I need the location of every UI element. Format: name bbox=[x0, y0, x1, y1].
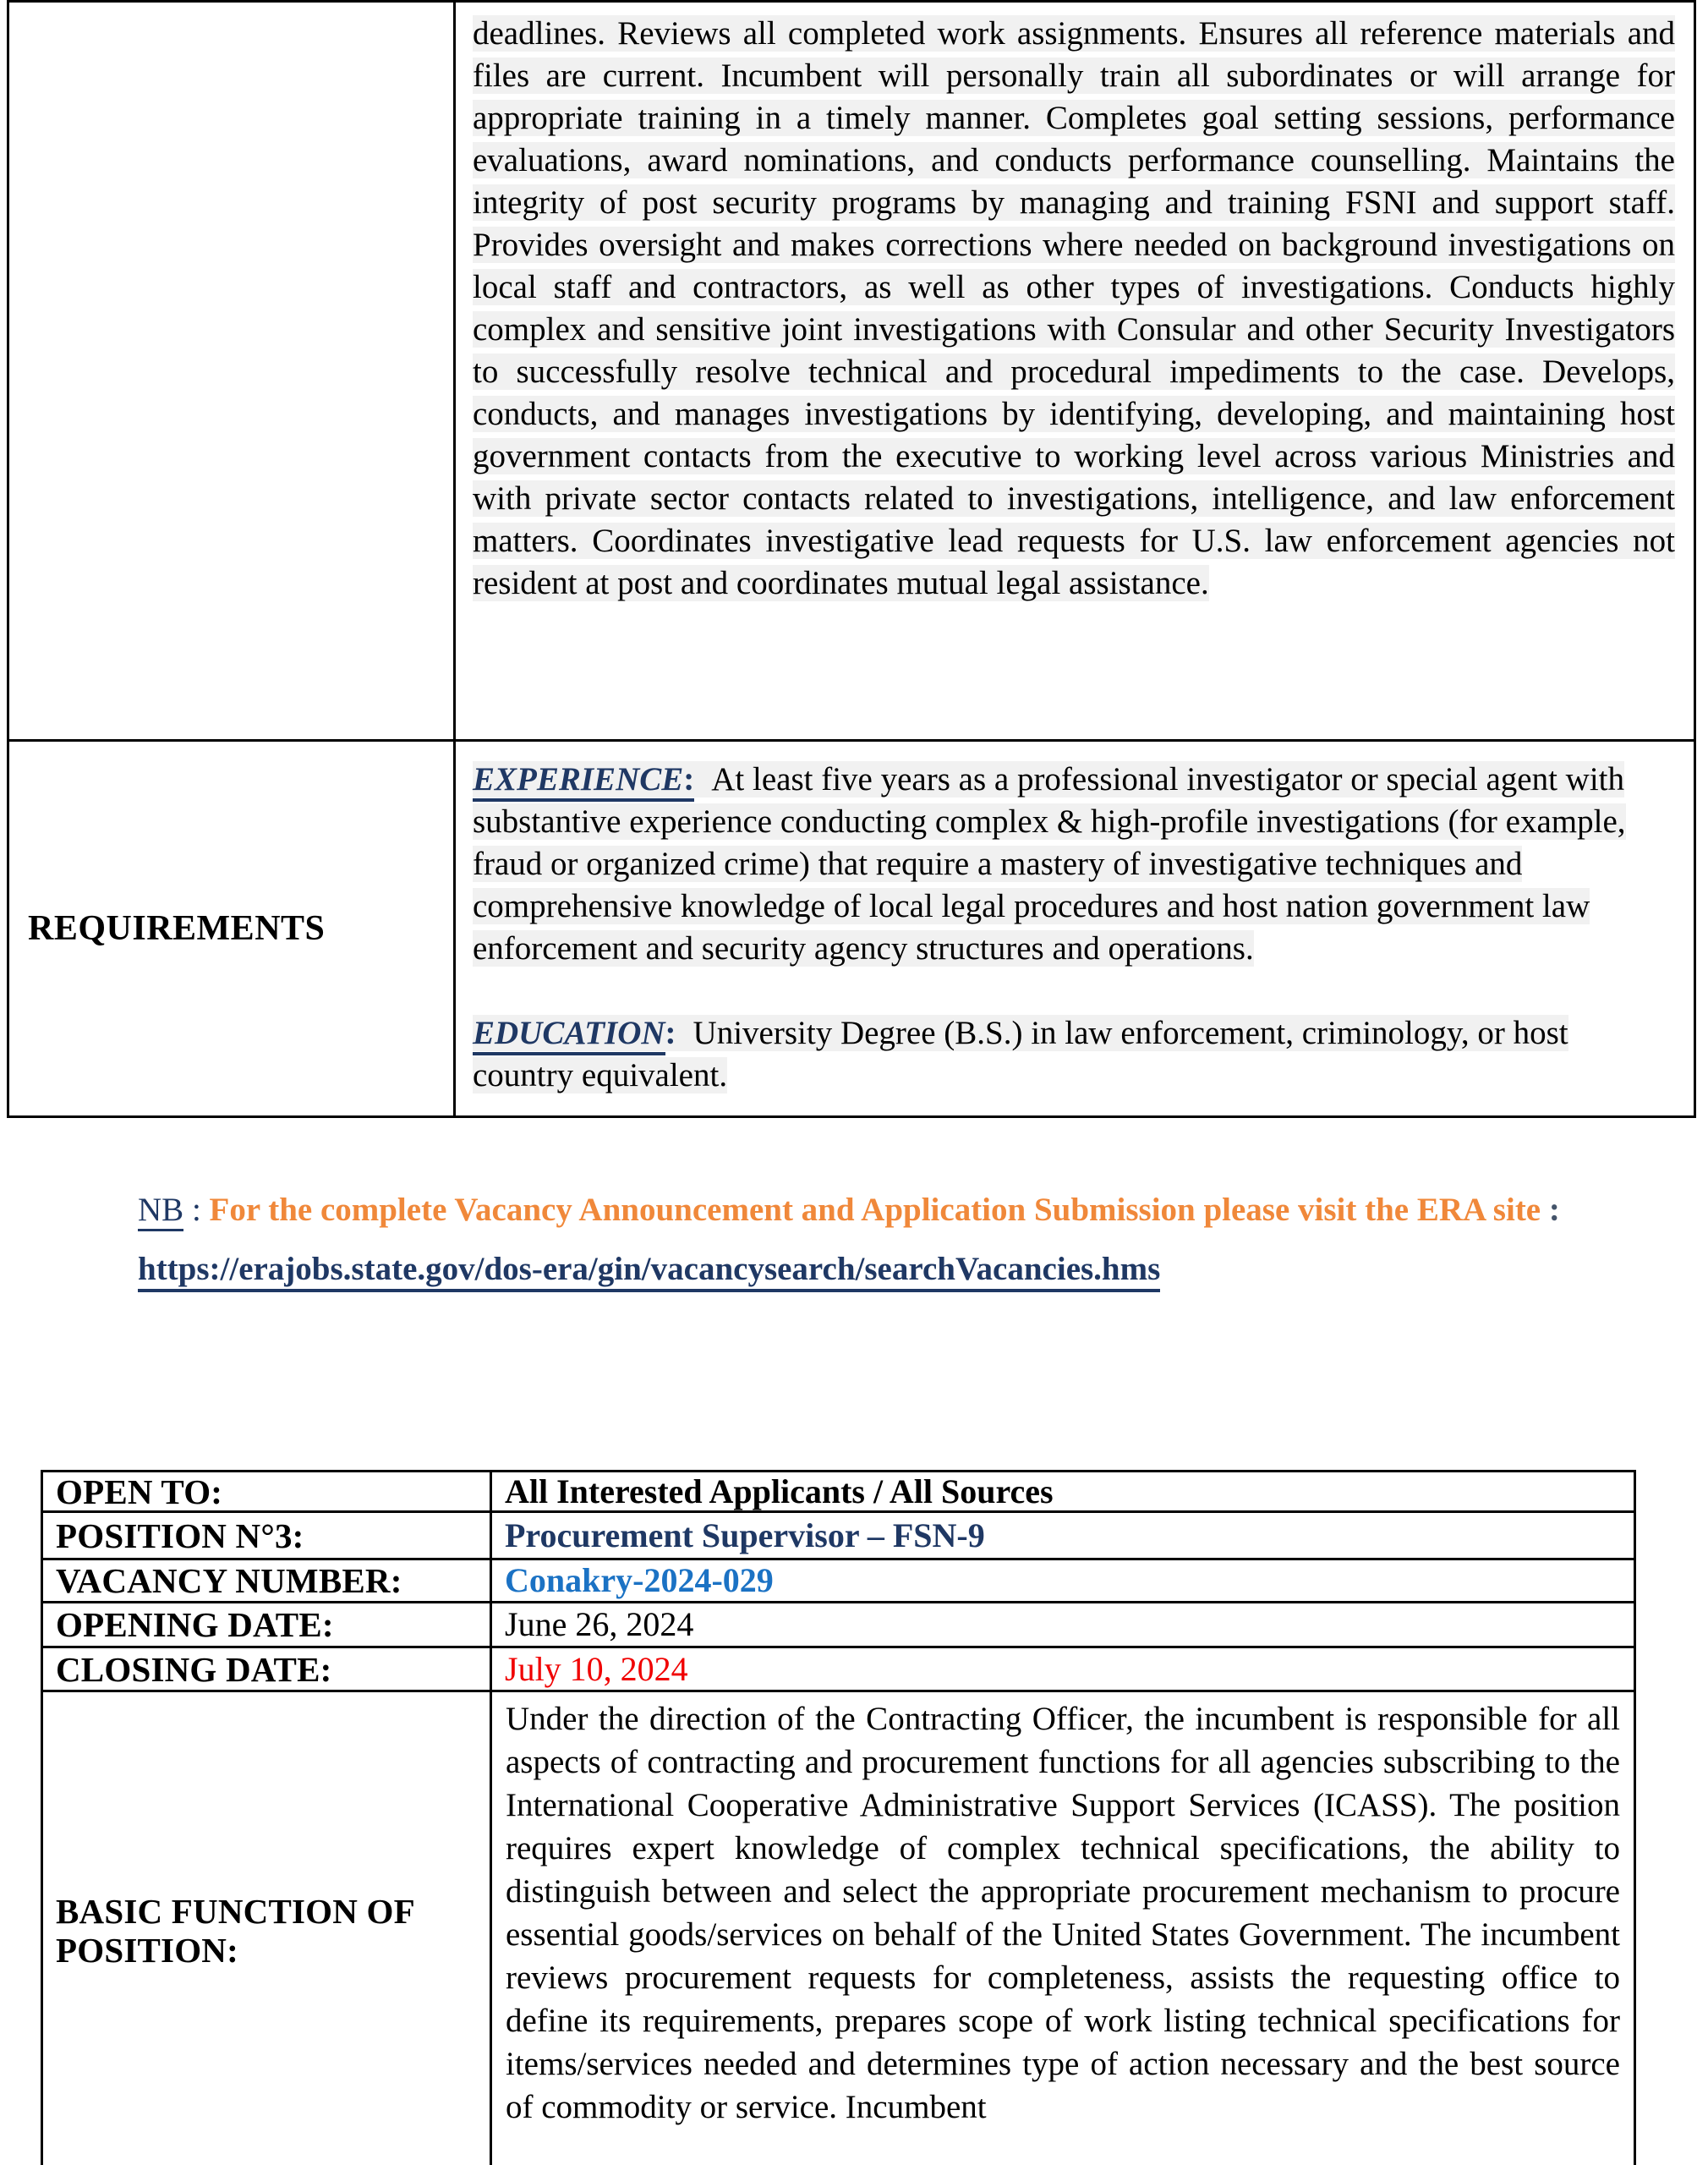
duties-paragraph bbox=[473, 13, 1675, 605]
table-row bbox=[43, 1560, 1634, 1603]
nb-trailing-colon: : bbox=[1548, 1192, 1560, 1228]
nb-url-line bbox=[138, 1247, 1651, 1291]
basic-function-label-cell bbox=[43, 1692, 492, 2165]
nb-note-line bbox=[138, 1188, 1651, 1232]
table-row bbox=[43, 1692, 1634, 2165]
requirements-label: REQUIREMENTS bbox=[28, 909, 326, 948]
vacancy-number-label: VACANCY NUMBER: bbox=[56, 1561, 402, 1600]
open-to-label-cell bbox=[43, 1472, 492, 1510]
position-number-label-cell bbox=[43, 1513, 492, 1558]
experience-heading: EXPERIENCE bbox=[473, 761, 683, 802]
table-row bbox=[43, 1472, 1634, 1513]
closing-date-value-cell bbox=[492, 1648, 1634, 1690]
experience-heading-colon: : bbox=[683, 761, 694, 802]
nb-colon: : bbox=[191, 1192, 201, 1228]
basic-function-value-cell bbox=[492, 1692, 1634, 2165]
table-row bbox=[43, 1603, 1634, 1648]
requirements-row bbox=[9, 742, 1694, 1115]
open-to-value-cell bbox=[492, 1472, 1634, 1510]
basic-function-text: Under the direction of the Contracting Officer, the incumbent is responsible for all aspects of contracting and procurement functions for all agencies subscribing to the International Cooperative Administrative Support Services (ICASS). The position requires expert knowledge of complex technical specifications, the ability to distinguish between and select the appropriate procurement mechanism to procure essential goods/services on behalf of the United States Government. The incumbent reviews procurement requests for completeness, assists the requesting office to define its requirements, prepares scope of work listing technical specifications for items/services needed and determines type of action necessary and the best source of commodity or service. Incumbent bbox=[506, 1701, 1620, 2125]
opening-date-label: OPENING DATE: bbox=[56, 1605, 334, 1644]
basic-function-label: BASIC FUNCTION OF POSITION: bbox=[56, 1891, 414, 1970]
education-text: University Degree (B.S.) in law enforcement, criminology, or host country equivalent. bbox=[473, 1015, 1568, 1093]
open-to-label: OPEN TO: bbox=[56, 1472, 223, 1511]
vacancy-number-value-cell bbox=[492, 1560, 1634, 1601]
duties-label-cell-empty bbox=[9, 3, 456, 739]
closing-date-label: CLOSING DATE: bbox=[56, 1649, 332, 1689]
nb-note bbox=[138, 1188, 1651, 1291]
position-title-value: Procurement Supervisor – FSN-9 bbox=[505, 1516, 985, 1554]
open-to-value: All Interested Applicants / All Sources bbox=[505, 1472, 1054, 1510]
nb-message: For the complete Vacancy Announcement and Application Submission please visit the ERA site bbox=[209, 1192, 1541, 1228]
duties-text-cell bbox=[456, 3, 1694, 739]
table-row bbox=[43, 1513, 1634, 1560]
education-paragraph bbox=[473, 1012, 1675, 1097]
education-heading-colon: : bbox=[665, 1015, 676, 1051]
requirements-text-cell bbox=[456, 742, 1694, 1115]
education-heading: EDUCATION bbox=[473, 1015, 665, 1055]
closing-date-label-cell bbox=[43, 1648, 492, 1690]
duties-continuation-text: deadlines. Reviews all completed work assignments. Ensures all reference materials and files are current. Incumbent will personally train all subordinates or will arrange for appropriate training in a timely manner. Completes goal setting sessions, performance evaluations, award nominations, and conducts performance counselling. Maintains the integrity of post security programs by managing and training FSNI and support staff. Provides oversight and makes corrections where needed on background investigations on local staff and contractors, as well as other types of investigations. Conducts highly complex and sensitive joint investigations with Consular and other Security Investigators to successfully resolve technical and procedural impediments to the case. Develops, conducts, and manages investigations by identifying, developing, and maintaining host government contacts from the executive to working level across various Ministries and with private sector contacts related to investigations, intelligence, and law enforcement matters. Coordinates investigative lead requests for U.S. law enforcement agencies not resident at post and coordinates mutual legal assistance. bbox=[473, 15, 1675, 601]
opening-date-value: June 26, 2024 bbox=[505, 1605, 694, 1643]
opening-date-value-cell bbox=[492, 1603, 1634, 1646]
duties-row bbox=[9, 3, 1694, 742]
era-site-link[interactable]: https://erajobs.state.gov/dos-era/gin/vacancysearch/searchVacancies.hms bbox=[138, 1251, 1160, 1292]
position-number-label: POSITION N°3: bbox=[56, 1516, 304, 1555]
table-row bbox=[43, 1648, 1634, 1692]
nb-label: NB bbox=[138, 1192, 183, 1231]
experience-paragraph bbox=[473, 759, 1675, 970]
opening-date-label-cell bbox=[43, 1603, 492, 1646]
vacancy-number-value: Conakry-2024-029 bbox=[505, 1561, 774, 1599]
experience-text: At least five years as a professional investigator or special agent with substantive experience conducting complex & high-profile investigations (for example, fraud or organized crime) that require a mastery of investigative techniques and comprehensive knowledge of local legal procedures and host nation government law enforcement and security agency structures and operations. bbox=[473, 761, 1626, 967]
position-title-value-cell bbox=[492, 1513, 1634, 1558]
vacancy-number-label-cell bbox=[43, 1560, 492, 1601]
position-3-summary-table bbox=[41, 1470, 1636, 2165]
requirements-label-cell bbox=[9, 742, 456, 1115]
closing-date-value: July 10, 2024 bbox=[505, 1649, 688, 1688]
position-2-details-table bbox=[7, 0, 1696, 1118]
